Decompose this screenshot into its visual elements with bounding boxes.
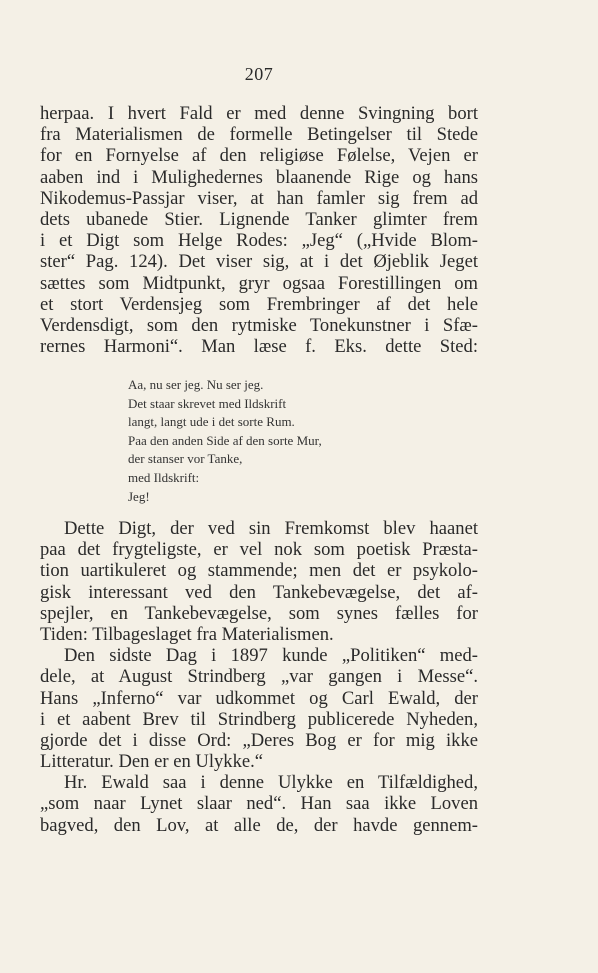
text-line: Nikodemus-Passjar viser, at han famler sig frem ad: [40, 187, 478, 209]
poem-line: Paa den anden Side af den sorte Mur,: [128, 432, 322, 448]
text-line: Hans „Inferno“ var udkommet og Carl Ewald, der: [40, 687, 478, 709]
text-line: Verdensdigt, som den rytmiske Tonekunstner i Sfæ-: [40, 314, 478, 336]
text-line: Den sidste Dag i 1897 kunde „Politiken“ med-: [64, 645, 478, 667]
poem-line: Det staar skrevet med Ildskrift: [128, 395, 287, 411]
poem-quote: [128, 376, 322, 506]
text-line: et stort Verdensjeg som Frembringer af det hele: [40, 293, 478, 315]
text-line: bagved, den Lov, at alle de, der havde gennem-: [40, 814, 478, 836]
text-line: gjorde det i disse Ord: „Deres Bog er for mig ikke: [40, 729, 478, 751]
text-line: ster“ Pag. 124). Det viser sig, at i det Øjeblik Jeget: [40, 251, 478, 273]
text-line: dets ubanede Stier. Lignende Tanker glimter frem: [40, 208, 478, 230]
text-line: „som naar Lynet slaar ned“. Han saa ikke Loven: [40, 793, 478, 815]
text-line: for en Fornyelse af den religiøse Følelse, Vejen er: [40, 145, 478, 167]
text-line: Hr. Ewald saa i denne Ulykke en Tilfældighed,: [64, 772, 478, 794]
text-line: fra Materialismen de formelle Betingelser til Stede: [40, 124, 478, 146]
poem-line: Aa, nu ser jeg. Nu ser jeg.: [128, 377, 264, 392]
text-line: herpaa. I hvert Fald er med denne Svingning bort: [40, 103, 478, 124]
page-number: 207: [244, 64, 274, 84]
poem-line: der stanser vor Tanke,: [128, 451, 243, 467]
text-line: gisk interessant ved den Tankebevægelse, det af-: [40, 581, 478, 603]
poem-line: med Ildskrift:: [128, 469, 200, 485]
poem-line: Jeg!: [128, 488, 150, 504]
text-line: paa det frygteligste, er vel nok som poetisk Præsta-: [40, 539, 478, 561]
text-line: aaben ind i Mulighedernes blaanende Rige og hans: [40, 166, 478, 188]
text-line: Dette Digt, der ved sin Fremkomst blev haanet: [64, 518, 478, 539]
text-line: tion uartikuleret og stammende; men det er psykolo-: [40, 560, 478, 582]
poem-line: langt, langt ude i det sorte Rum.: [128, 414, 295, 430]
text-line: sættes som Midtpunkt, gryr ogsaa Forestillingen om: [40, 272, 478, 294]
text-line: i et Digt som Helge Rodes: „Jeg“ („Hvide Blom-: [40, 230, 478, 252]
text-line: i et aabent Brev til Strindberg publicerede Nyheden,: [40, 708, 478, 730]
text-line: rernes Harmoni“. Man læse f. Eks. dette Sted:: [40, 336, 478, 358]
text-line: dele, at August Strindberg „var gangen i Messe“.: [40, 666, 478, 688]
text-line: Tiden: Tilbageslaget fra Materialismen.: [40, 623, 334, 645]
text-line: spejler, en Tankebevægelse, som synes fælles for: [40, 602, 478, 624]
paragraph-bottom: [40, 518, 478, 836]
paragraph-top: [40, 103, 478, 357]
text-line: Litteratur. Den er en Ulykke.“: [40, 751, 264, 773]
